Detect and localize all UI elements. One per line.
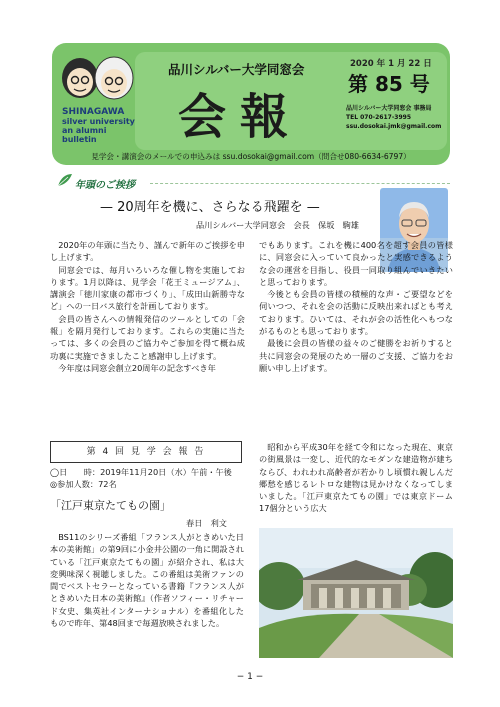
contact-line: 見学会・講演会のメールでの申込みは ssu.dosokai@gmail.com（問合せ080-6634-6797） <box>91 152 411 161</box>
office-name: 品川シルバー大学同窓会 事務局 <box>346 105 432 112</box>
greeting-column-left <box>50 239 245 374</box>
section-heading-greeting: 年頭のご挨拶 <box>75 180 135 191</box>
report-participants: ◎参加人数：72名 <box>50 479 117 490</box>
report-info <box>50 466 232 491</box>
greeting-subtitle: — 20周年を機に、さらなる飛躍を — <box>100 200 320 215</box>
paragraph: でもあります。これを機に400名を超す会員の皆様に、同窓会に入っていて良かったと実感できるような会の運営を目指し、役員一同取り組んでいきたいと思っております。 <box>259 240 453 287</box>
logo-line-1: SHINAGAWA <box>62 107 125 117</box>
issue-date: 2020 年 1 月 22 日 <box>350 59 432 69</box>
spot-title: 「江戸東京たてもの園」 <box>50 499 171 512</box>
logo-line-2: silver university <box>62 117 135 126</box>
spot-author: 春日 利文 <box>186 518 227 528</box>
greeting-author: 品川シルバー大学同窓会 会長 保坂 駒雄 <box>196 220 359 230</box>
paragraph: 会員の皆さんへの情報発信のツールとしての「会報」を隔月発行しております。これらの実施に当たっては、多くの会員のご協力やご参加を得て概ね成功裏に実施できましたこと感謝申し上げます。 <box>50 313 245 361</box>
issue-number: 第 85 号 <box>348 72 430 96</box>
report-column-right <box>259 441 453 515</box>
paragraph: 今後とも会員の皆様の積極的な声・ご要望などを伺いつつ、それを会の活動に反映出来ればとも考えております。ひいては、それが会の活性化へもつながるものとも思っております。 <box>259 289 453 337</box>
report-date: ◯日 時：2019年11月20日（水）午前・午後 <box>50 467 232 477</box>
paragraph: 2020年の年頭に当たり、謹んで新年のご挨拶を申し上げます。 <box>50 240 245 263</box>
paragraph: 同窓会では、毎月いろいろな催し物を実施しております。1月以降は、見学会「花王ミュージアム」、講演会「徳川家康の都市づくり」、「成田山新勝寺など」への一日バス旅行を計画しております。 <box>50 264 245 312</box>
logo-text <box>62 108 142 144</box>
leaf-icon <box>56 172 74 192</box>
paragraph: 昭和から平成30年を経て令和になった現在、東京の街風景は一変し、近代的なモダンな建造物が建ちならび、われわれ高齢者が若かりし頃慣れ親しんだ郷愁を感じるレトロな建物は見かけなくなってしまいました。「江戸東京たてもの園」では東京ドーム17個分という広大 <box>259 442 453 514</box>
newsletter-title: 会報 <box>178 89 303 145</box>
office-tel: TEL 070-2617-3995 <box>346 114 412 121</box>
org-title: 品川シルバー大学同窓会 <box>168 62 305 77</box>
office-info <box>346 104 441 131</box>
paragraph: 今年度は同窓会創立20周年の記念すべき年 <box>58 362 216 373</box>
page-number: − 1 − <box>236 672 264 682</box>
report-title-box: 第 4 回 見 学 会 報 告 <box>50 441 242 463</box>
museum-building-photo <box>259 528 453 658</box>
office-email[interactable]: ssu.dosokai.jmk@gmail.com <box>346 123 442 130</box>
report-column-left <box>50 531 244 629</box>
paragraph: 最後に会員の皆様の益々のご健勝をお祈りすると共に同窓会の発展のため一層のご支援、ご協力をお願い申し上げます。 <box>259 338 453 373</box>
heading-divider <box>150 183 450 184</box>
logo-line-3: an alumni bulletin <box>62 126 107 144</box>
greeting-column-right <box>259 239 453 374</box>
paragraph: BS11のシリーズ番組「フランス人がときめいた日本の美術館」の第9回に小金井公園の一角に開設されている「江戸東京たてもの園」が紹介され、私は大変興味深く視聴しました。この番組は美術ファンの間でベストセラーとなっている書籍『フランス人がときめいた日本の美術館』（作者ソフィー・リチャード女史、集英社インターナショナル）を番組化したもので昨年、第48回まで毎週放映されました。 <box>50 532 244 629</box>
